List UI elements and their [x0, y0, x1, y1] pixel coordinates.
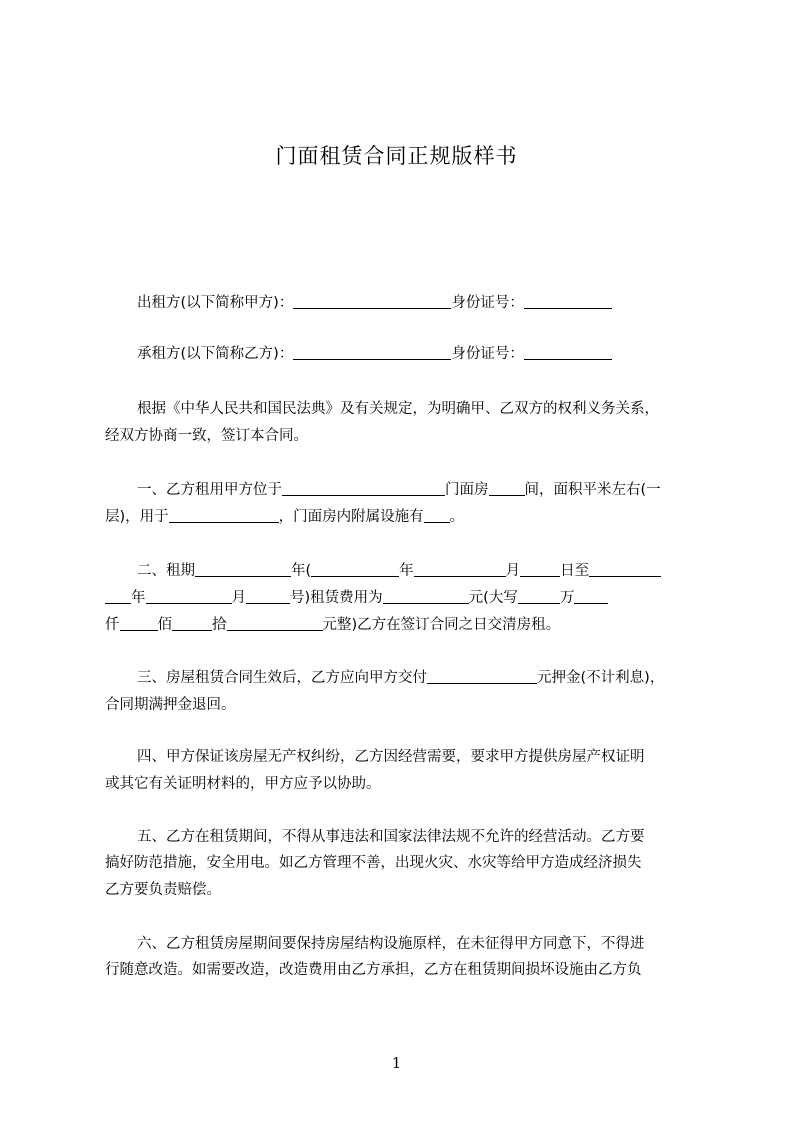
start-day-blank	[520, 561, 560, 577]
room-count-blank	[489, 480, 525, 496]
lessee-id-label: 身份证号：	[451, 346, 524, 362]
clause2-text-l: 佰	[157, 617, 172, 633]
clause2-text-i: 元(大写	[468, 590, 518, 606]
clause2-line-1	[137, 560, 735, 582]
clause5-line-3: 乙方要负责赔偿。	[105, 882, 221, 898]
rent-qian-blank-a	[574, 588, 608, 604]
lessor-label: 出租方(以下简称甲方)：	[137, 295, 294, 311]
end-day-blank	[246, 588, 290, 604]
lease-years-blank	[195, 561, 291, 577]
clause1-text-c: 间，面积平米左右(一	[524, 482, 661, 498]
clause2-text-n: 元整)乙方在签订合同之日交清房租。	[322, 617, 561, 633]
end-year-blank-a	[589, 561, 661, 577]
clause2-text-f: 年	[131, 590, 146, 606]
clause1-text-f: 。	[449, 509, 465, 525]
clause5-line-1: 五、乙方在租赁期间，不得从事违法和国家法律法规不允许的经营活动。乙方要	[137, 829, 645, 845]
clause2-text-c: 年	[399, 563, 414, 579]
clause2-text-h: 号)租赁费用为	[290, 590, 383, 606]
lessor-line	[137, 292, 735, 314]
end-month-blank	[146, 588, 232, 604]
clause2-text-e: 日至	[560, 563, 590, 579]
clause3-text-a: 三、房屋租赁合同生效后，乙方应向甲方交付	[137, 670, 427, 686]
clause1-text-d: 层)，用于	[105, 509, 169, 525]
lessee-name-blank	[293, 344, 451, 360]
lessor-name-blank	[293, 293, 451, 309]
clause2-text-k: 仟	[105, 617, 120, 633]
intro-line-1: 根据《中华人民共和国民法典》及有关规定，为明确甲、乙双方的权利义务关系，	[137, 401, 659, 417]
clause6-line-2: 行随意改造。如需要改造，改造费用由乙方承担，乙方在租赁期间损坏设施由乙方负	[105, 962, 642, 978]
clause1-text-a: 一、乙方租用甲方位于	[137, 482, 282, 498]
location-blank	[282, 480, 445, 496]
start-year-blank	[311, 561, 399, 577]
lessee-label: 承租方(以下简称乙方)：	[137, 346, 294, 362]
start-month-blank	[414, 561, 506, 577]
lessee-line	[137, 343, 735, 365]
clause2-text-g: 月	[231, 590, 246, 606]
clause2-line-3	[105, 614, 703, 636]
clause3-text-b: 元押金(不计利息)，	[537, 670, 665, 686]
clause4-line-2: 或其它有关证明材料的，甲方应予以协助。	[105, 776, 381, 792]
clause2-text-b: 年(	[291, 563, 312, 579]
clause2-text-a: 二、租期	[137, 563, 195, 579]
clause1-line-1	[137, 479, 735, 501]
rent-shi-blank	[172, 615, 212, 631]
rent-amount-blank	[383, 588, 469, 604]
usage-blank	[169, 507, 279, 523]
lessee-id-blank	[524, 344, 612, 360]
clause1-text-e: ，门面房内附属设施有	[278, 509, 424, 525]
clause2-text-j: 万	[559, 590, 575, 606]
lessor-id-label: 身份证号：	[451, 295, 524, 311]
facilities-blank	[424, 507, 450, 523]
clause1-text-b: 门面房	[445, 482, 489, 498]
rent-bai-blank	[120, 615, 158, 631]
clause2-line-2	[105, 587, 703, 609]
clause3-line-1	[137, 667, 735, 689]
intro-line-2: 经双方协商一致，签订本合同。	[105, 428, 308, 444]
clause5-line-2: 搞好防范措施，安全用电。如乙方管理不善，出现火灾、水灾等给甲方造成经济损失	[105, 855, 642, 871]
clause1-line-2	[105, 506, 703, 528]
document-title: 门面租赁合同正规版样书	[275, 144, 518, 168]
clause2-text-m: 拾	[212, 617, 227, 633]
clause4-line-1: 四、甲方保证该房屋无产权纠纷，乙方因经营需要，要求甲方提供房屋产权证明	[137, 749, 645, 765]
clause2-text-d: 月	[505, 563, 521, 579]
lessor-id-blank	[524, 293, 612, 309]
deposit-blank	[427, 668, 537, 684]
rent-wan-blank	[518, 588, 560, 604]
rent-yuan-blank	[227, 615, 323, 631]
clause3-line-2: 合同期满押金退回。	[105, 697, 236, 713]
clause6-line-1: 六、乙方租赁房屋期间要保持房屋结构设施原样，在未征得甲方同意下，不得进	[137, 936, 645, 952]
end-year-blank-b	[105, 588, 131, 604]
page-number: 1	[391, 1054, 402, 1072]
